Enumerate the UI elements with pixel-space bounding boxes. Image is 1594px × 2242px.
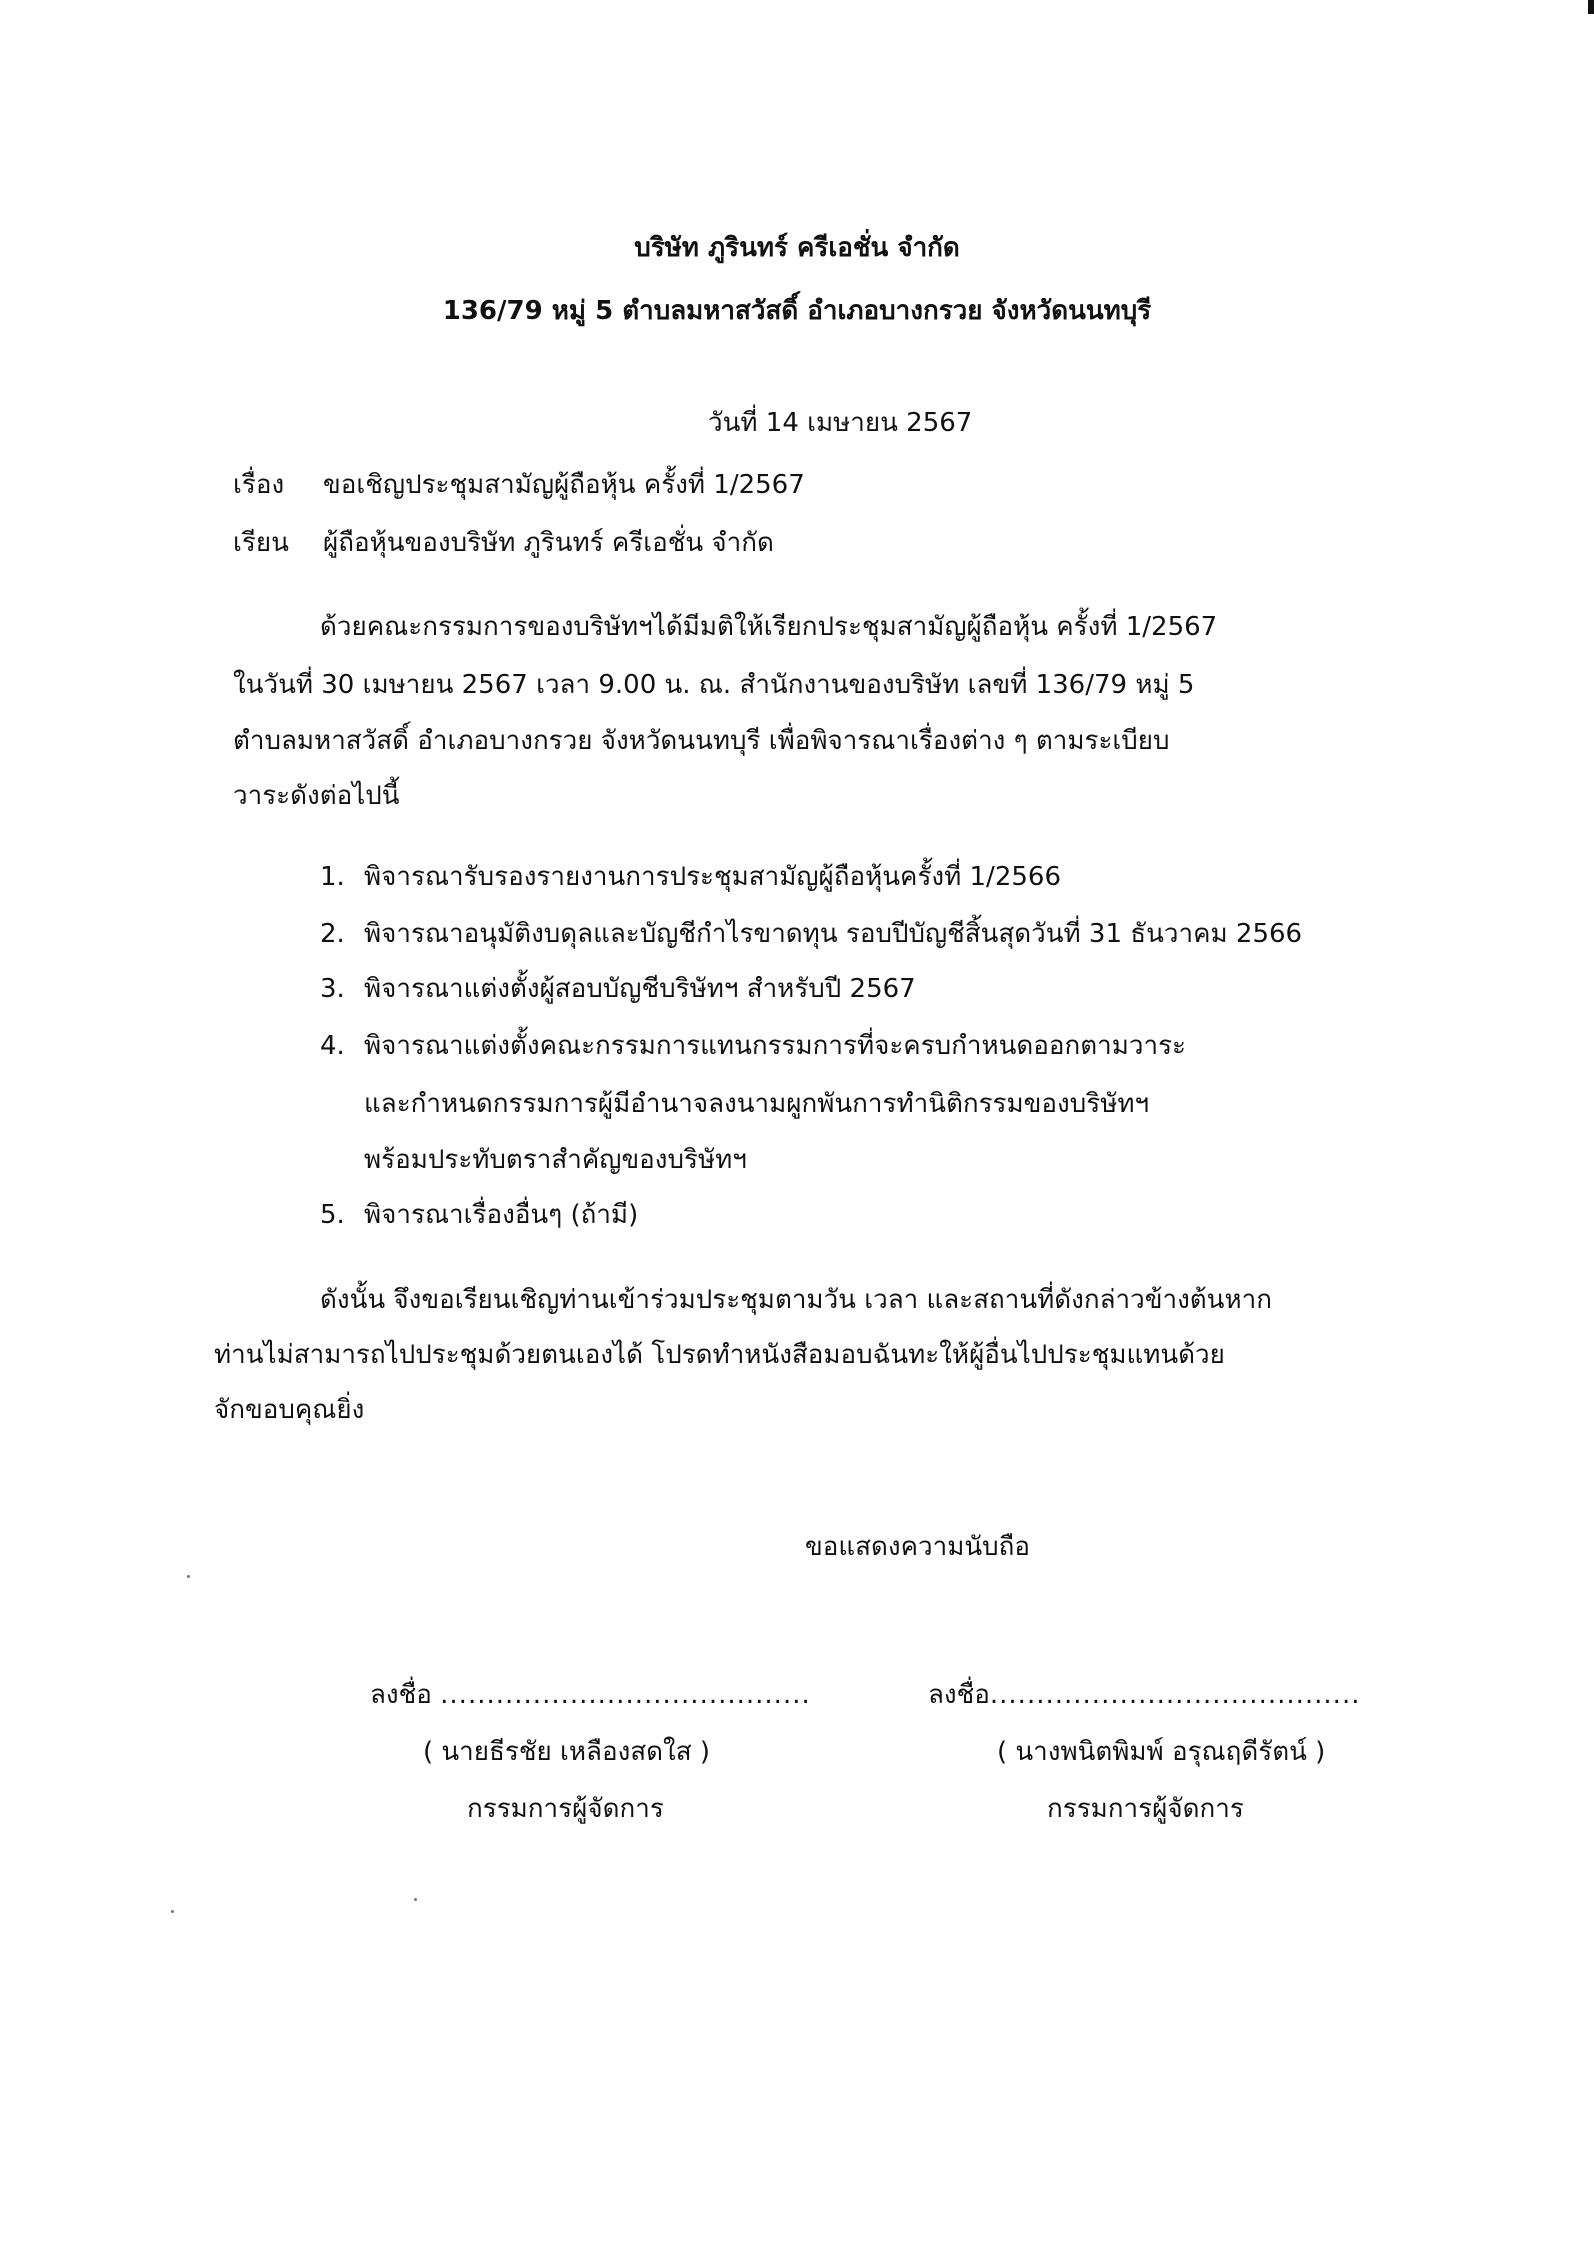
sign-label: ลงชื่อ	[928, 1680, 990, 1710]
signature-block-right	[928, 1678, 1448, 1826]
subject-text: ขอเชิญประชุมสามัญผู้ถือหุ้น ครั้งที่ 1/2567	[323, 470, 805, 500]
letter-date: วันที่ 14 เมษายน 2567	[708, 408, 973, 438]
sign-label: ลงชื่อ	[370, 1680, 432, 1710]
scan-speck	[171, 1910, 174, 1913]
agenda-item	[320, 917, 1302, 951]
signer-title: กรรมการผู้จัดการ	[1047, 1794, 1244, 1824]
intro-line-3: ตำบลมหาสวัสดิ์ อำเภอบางกรวย จังหวัดนนทบุรี เพื่อพิจารณาเรื่องต่าง ๆ ตามระเบียบ	[233, 726, 1170, 756]
agenda-item	[320, 972, 916, 1006]
agenda-number: 2.	[320, 919, 345, 949]
scan-speck	[187, 1575, 190, 1578]
company-name: บริษัท ภูรินทร์ ครีเอชั่น จำกัด	[634, 233, 960, 263]
recipient-text: ผู้ถือหุ้นของบริษัท ภูรินทร์ ครีเอชั่น จำกัด	[323, 528, 774, 558]
agenda-item	[320, 860, 1061, 894]
signature-dots: ........................................	[989, 1680, 1361, 1710]
agenda-item	[320, 1029, 1186, 1063]
agenda-text: พิจารณาเรื่องอื่นๆ (ถ้ามี)	[364, 1200, 639, 1230]
agenda-continuation: พร้อมประทับตราสำคัญของบริษัทฯ	[364, 1145, 747, 1175]
scan-speck	[414, 1898, 417, 1901]
regards: ขอแสดงความนับถือ	[805, 1532, 1030, 1562]
agenda-number: 1.	[320, 862, 345, 892]
closing-line-1: ดังนั้น จึงขอเรียนเชิญท่านเข้าร่วมประชุมตามวัน เวลา และสถานที่ดังกล่าวข้างต้นหาก	[320, 1285, 1272, 1315]
intro-line-1: ด้วยคณะกรรมการของบริษัทฯได้มีมติให้เรียกประชุมสามัญผู้ถือหุ้น ครั้งที่ 1/2567	[320, 612, 1218, 642]
signature-line	[928, 1678, 1448, 1712]
agenda-text: พิจารณารับรองรายงานการประชุมสามัญผู้ถือหุ้นครั้งที่ 1/2566	[364, 862, 1061, 892]
recipient-label: เรียน	[233, 528, 289, 558]
signature-block-left	[370, 1678, 830, 1826]
intro-line-4: วาระดังต่อไปนี้	[233, 781, 400, 811]
closing-line-3: จักขอบคุณยิ่ง	[214, 1395, 365, 1425]
subject-line	[233, 468, 805, 502]
subject-label: เรื่อง	[233, 470, 285, 500]
intro-line-2: ในวันที่ 30 เมษายน 2567 เวลา 9.00 น. ณ. สำนักงานของบริษัท เลขที่ 136/79 หมู่ 5	[233, 670, 1195, 700]
agenda-continuation: และกำหนดกรรมการผู้มีอำนาจลงนามผูกพันการทำนิติกรรมของบริษัทฯ	[364, 1089, 1150, 1119]
closing-line-2: ท่านไม่สามารถไปประชุมด้วยตนเองได้ โปรดทำหนังสือมอบฉันทะให้ผู้อื่นไปประชุมแทนด้วย	[214, 1340, 1225, 1370]
agenda-number: 3.	[320, 974, 345, 1004]
agenda-number: 4.	[320, 1031, 345, 1061]
signer-title: กรรมการผู้จัดการ	[467, 1794, 664, 1824]
signature-dots: ........................................	[440, 1680, 811, 1710]
agenda-text: พิจารณาอนุมัติงบดุลและบัญชีกำไรขาดทุน รอบปีบัญชีสิ้นสุดวันที่ 31 ธันวาคม 2566	[364, 919, 1303, 949]
agenda-text: พิจารณาแต่งตั้งผู้สอบบัญชีบริษัทฯ สำหรับปี 2567	[364, 974, 916, 1004]
signer-name: ( นางพนิตพิมพ์ อรุณฤดีรัตน์ )	[997, 1737, 1326, 1767]
agenda-item	[320, 1198, 638, 1232]
signature-line	[370, 1678, 830, 1712]
company-address: 136/79 หมู่ 5 ตำบลมหาสวัสดิ์ อำเภอบางกรวย จังหวัดนนทบุรี	[442, 296, 1152, 326]
agenda-text: พิจารณาแต่งตั้งคณะกรรมการแทนกรรมการที่จะครบกำหนดออกตามวาระ	[364, 1031, 1187, 1061]
recipient-line	[233, 526, 774, 560]
signer-name: ( นายธีรชัย เหลืองสดใส )	[423, 1737, 710, 1767]
scan-edge-mark	[1588, 0, 1594, 14]
agenda-number: 5.	[320, 1200, 345, 1230]
